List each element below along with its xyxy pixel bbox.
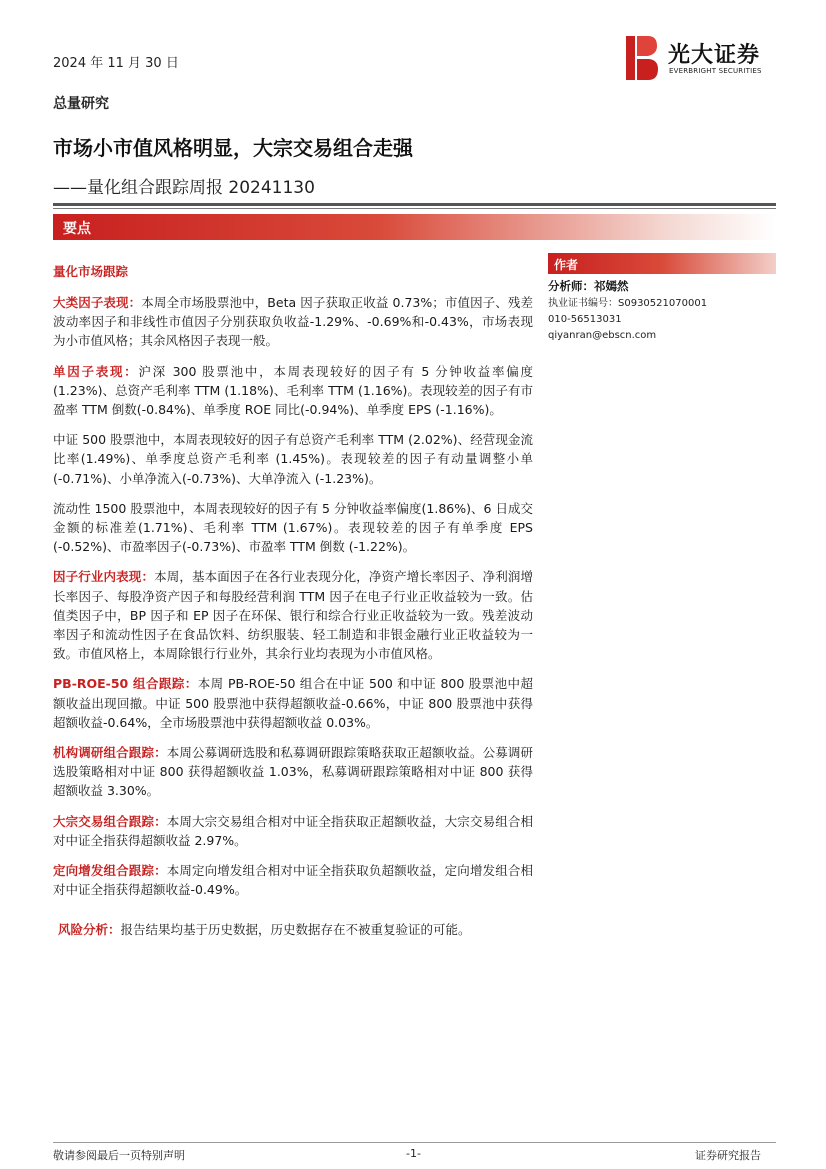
paragraph-label: 单因子表现： [53, 363, 139, 379]
risk-text: 报告结果均基于历史数据，历史数据存在不被重复验证的可能。 [120, 922, 471, 937]
paragraph-label: 定向增发组合跟踪： [53, 863, 167, 879]
author-heading: 作者 [554, 258, 579, 272]
key-points-body [53, 262, 533, 910]
paragraph-text: 本周定向增发组合相对中证全指获取负超额收益，定向增发组合相对中证全指获得超额收益-0.49%。 [53, 863, 533, 898]
risk-label: 风险分析： [58, 922, 121, 937]
paragraph-single-factor-liq1500 [53, 499, 533, 557]
analyst-email[interactable]: qiyanran@ebscn.com [548, 330, 657, 341]
paragraph-pb-roe-50 [53, 674, 533, 732]
paragraph-single-factor-hs300 [53, 362, 533, 420]
title-divider [53, 203, 776, 206]
analyst-license: 执业证书编号：S0930521070001 [548, 298, 708, 309]
paragraph-institution-research [53, 743, 533, 801]
paragraph-text: 本周，基本面因子在各行业表现分化，净资产增长率因子、净利润增长率因子、每股净资产因子和每股经营利润 TTM 因子在电子行业正收益较为一致。估值类因子中，BP 因子和 EP 因子在环保、银行和综合行业正收益较为一致。残差波动率因子和流动性因子在食品饮料、纺织服装、轻工制造和非银金融行业正收益较为一致。市值风格上，本周除银行行业外，其余行业均表现为小市值风格。 [53, 569, 533, 662]
paragraph-text: 本周 PB-ROE-50 组合在中证 500 和中证 800 股票池中超额收益出现回撤。中证 500 股票池中获得超额收益-0.66%，中证 800 股票池中获得超额收益-0.64%，全市场股票池中获得超额收益 0.03%。 [53, 676, 533, 730]
report-category: 总量研究 [53, 96, 109, 112]
everbright-logo-icon [626, 36, 658, 80]
paragraph-label: 因子行业内表现： [53, 569, 155, 585]
paragraph-style-factors [53, 293, 533, 351]
section-heading: 量化市场跟踪 [53, 264, 129, 279]
footer-divider [53, 1142, 776, 1143]
analyst-name: 分析师：祁嫣然 [548, 279, 629, 293]
author-heading-bar [548, 253, 776, 274]
paragraph-label: PB-ROE-50 组合跟踪： [53, 676, 198, 692]
paragraph-text: 流动性 1500 股票池中，本周表现较好的因子有 5 分钟收益率偏度(1.86%)、6 日成交金额的标准差(1.71%)、毛利率 TTM (1.67%)。表现较差的因子有单季度 EPS (-0.52%)、市盈率因子(-0.73%)、市盈率 TTM 倒数 (-1.22%)。 [53, 500, 533, 555]
key-points-label: 要点 [63, 221, 91, 237]
report-subtitle: ——量化组合跟踪周报 20241130 [53, 178, 315, 198]
paragraph-text: 本周公募调研选股和私募调研跟踪策略获取正超额收益。公募调研选股策略相对中证 800 获得超额收益 1.03%，私募调研跟踪策略相对中证 800 获得超额收益 3.30%。 [53, 745, 533, 799]
paragraph-text: 本周全市场股票池中，Beta 因子获取正收益 0.73%；市值因子、残差波动率因子和非线性市值因子分别获取负收益-1.29%、-0.69%和-0.43%，市场表现为小市值风格；其余风格因子表现一般。 [53, 295, 533, 349]
paragraph-text: 沪深 300 股票池中，本周表现较好的因子有 5 分钟收益率偏度 (1.23%)、总资产毛利率 TTM (1.18%)、毛利率 TTM (1.16%)。表现较差的因子有市盈率 TTM 倒数(-0.84%)、单季度 ROE 同比(-0.94%)、单季度 EPS (-1.16%)。 [53, 363, 533, 418]
paragraph-label: 大类因子表现： [53, 295, 142, 310]
report-title: 市场小市值风格明显，大宗交易组合走强 [53, 136, 413, 160]
logo-english-name: EVERBRIGHT SECURITIES [669, 67, 762, 75]
paragraph-block-trade [53, 812, 533, 850]
footer-report-type: 证券研究报告 [695, 1149, 761, 1162]
paragraph-label: 大宗交易组合跟踪： [53, 813, 167, 829]
report-date: 2024 年 11 月 30 日 [53, 56, 179, 71]
paragraph-text: 本周大宗交易组合相对中证全指获取正超额收益，大宗交易组合相对中证全指获得超额收益 2.97%。 [53, 813, 533, 848]
footer-disclaimer: 敬请参阅最后一页特别声明 [53, 1149, 185, 1162]
paragraph-single-factor-csi500 [53, 430, 533, 488]
paragraph-label: 机构调研组合跟踪： [53, 745, 167, 761]
analyst-phone: 010-56513031 [548, 314, 622, 325]
title-divider-thin [53, 208, 776, 209]
paragraph-industry-factors [53, 567, 533, 663]
paragraph-text: 中证 500 股票池中，本周表现较好的因子有总资产毛利率 TTM (2.02%)、经营现金流比率(1.49%)、单季度总资产毛利率 (1.45%)。表现较差的因子有动量调整小单 (-0.71%)、小单净流入(-0.73%)、大单净流入 (-1.23%)。 [53, 432, 533, 486]
key-points-banner [53, 214, 776, 240]
company-logo [626, 36, 786, 80]
page-number: -1- [406, 1147, 421, 1160]
risk-analysis [58, 920, 471, 939]
logo-chinese-name: 光大证券 [668, 43, 761, 68]
author-panel [548, 253, 776, 342]
paragraph-private-placement [53, 861, 533, 899]
